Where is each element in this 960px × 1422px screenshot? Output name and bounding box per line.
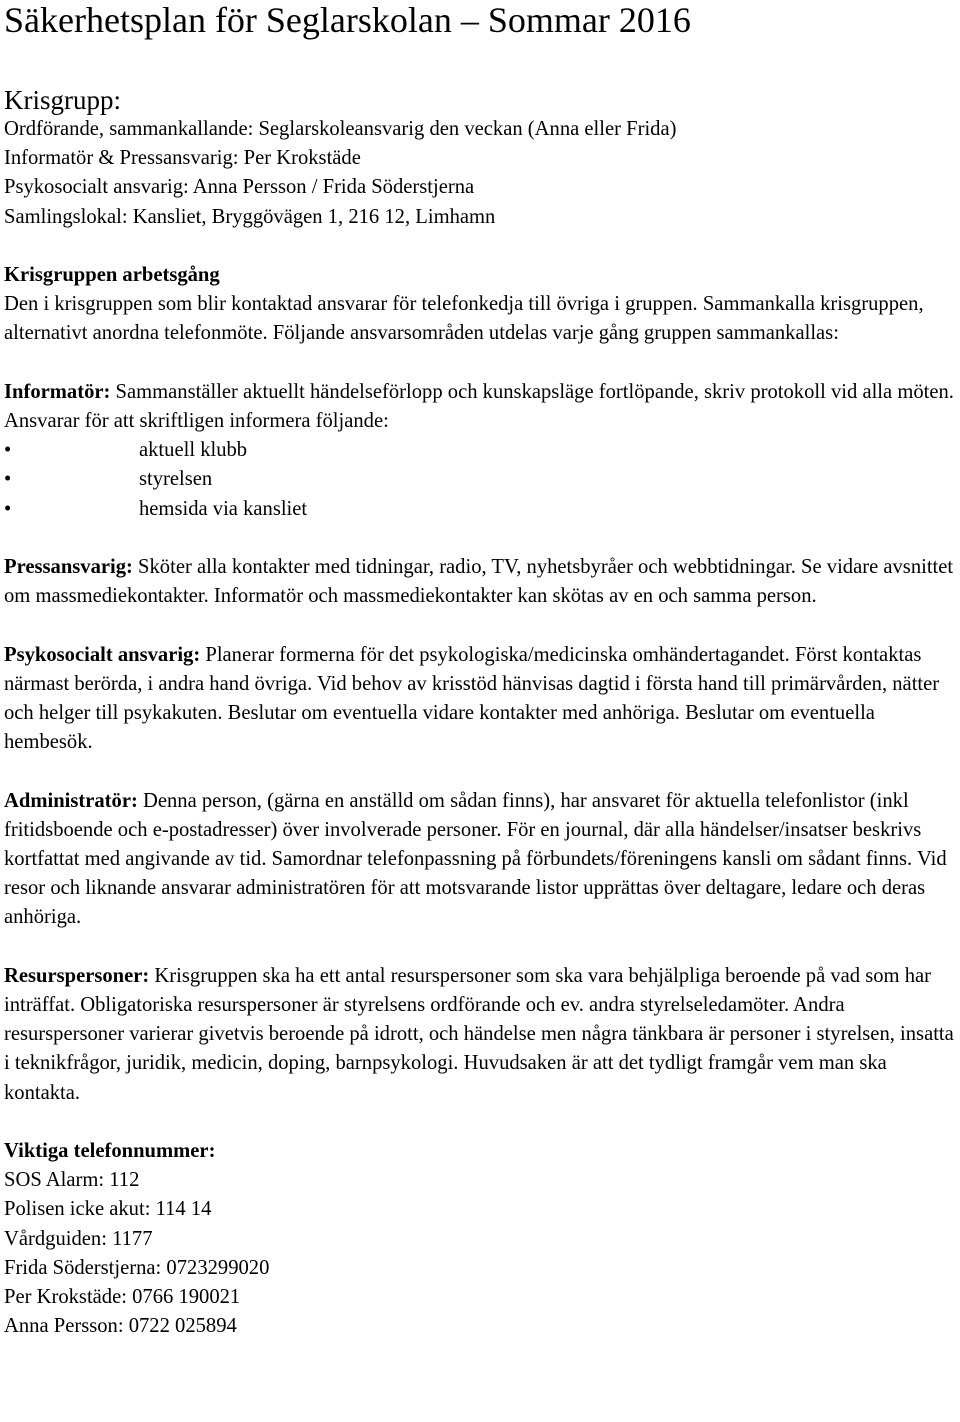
bullet-text: hemsida via kansliet xyxy=(139,497,308,520)
document-body xyxy=(4,115,956,1341)
resurspersoner-label: Resurspersoner: xyxy=(4,964,150,987)
krisgrupp-line-samlingslokal: Samlingslokal: Kansliet, Bryggövägen 1, 216 12, Limhamn xyxy=(4,205,496,228)
list-item xyxy=(4,436,956,465)
resurspersoner-text: Krisgruppen ska ha ett antal resurspersoner som ska vara behjälpliga beroende på vad som har inträffat. Obligatoriska resurspersoner är styrelsens ordförande och ev. andra styrelseledamöter. Andra resurspersoner varierar givetvis beroende på idrott, och händelse men några tänkbara är personer i styrelsen, insatta i teknikfrågor, juridik, medicin, doping, barnpsykologi. Huvudsaken är att det tydligt framgår vem man ska kontakta. xyxy=(4,964,954,1104)
phone-anna: Anna Persson: 0722 025894 xyxy=(4,1315,237,1338)
phone-polisen: Polisen icke akut: 114 14 xyxy=(4,1198,212,1221)
krisgrupp-heading: Krisgrupp: xyxy=(4,85,121,115)
spacer xyxy=(4,1108,956,1137)
psykosocialt-text: Planerar formerna för det psykologiska/medicinska omhändertagandet. Först kontaktas närmast berörda, i andra hand övriga. Vid behov av krisstöd hänvisas dagtid i första hand till primärvården, nätter och helger till psykakuten. Beslutar om eventuella vidare kontakter med anhöriga. Beslutar om eventuella hembesök. xyxy=(4,643,940,754)
bullet-text: styrelsen xyxy=(139,468,213,491)
informator-label: Informatör: xyxy=(4,380,111,403)
krisgrupp-line-informator: Informatör & Pressansvarig: Per Krokstäde xyxy=(4,147,361,170)
bullet-text: aktuell klubb xyxy=(139,439,248,462)
phone-vardguiden: Vårdguiden: 1177 xyxy=(4,1227,153,1250)
phone-frida: Frida Söderstjerna: 0723299020 xyxy=(4,1256,270,1279)
phone-sos-alarm: SOS Alarm: 112 xyxy=(4,1169,140,1192)
psykosocialt-paragraph xyxy=(4,641,956,758)
psykosocialt-label: Psykosocialt ansvarig: xyxy=(4,643,201,666)
arbetsgang-heading: Krisgruppen arbetsgång xyxy=(4,264,220,286)
pressansvarig-text: Sköter alla kontakter med tidningar, radio, TV, nyhetsbyråer och webbtidningar. Se vidare avsnittet om massmediekontakter. Informatör och massmediekontakter kan skötas av en och samma person. xyxy=(4,556,954,608)
page-title: Säkerhetsplan för Seglarskolan – Sommar 2016 xyxy=(4,0,691,40)
informator-text: Sammanställer aktuellt händelseförlopp och kunskapsläge fortlöpande, skriv protokoll vid alla möten. Ansvarar för att skriftligen informera följande: xyxy=(4,380,954,432)
pressansvarig-label: Pressansvarig: xyxy=(4,556,133,578)
spacer xyxy=(4,611,956,640)
list-item xyxy=(4,495,956,524)
spacer xyxy=(4,232,956,261)
phone-per: Per Krokstäde: 0766 190021 xyxy=(4,1286,241,1309)
krisgrupp-members xyxy=(4,115,956,232)
telefonnummer-heading: Viktiga telefonnummer: xyxy=(4,1140,216,1162)
spacer xyxy=(4,757,956,786)
krisgrupp-line-psykosocialt: Psykosocialt ansvarig: Anna Persson / Frida Söderstjerna xyxy=(4,176,475,199)
spacer xyxy=(4,933,956,962)
administrator-label: Administratör: xyxy=(4,789,138,812)
informator-paragraph xyxy=(4,378,956,436)
resurspersoner-paragraph xyxy=(4,962,956,1108)
spacer xyxy=(4,349,956,378)
bullet-icon: • xyxy=(4,439,12,462)
spacer xyxy=(4,524,956,553)
bullet-icon: • xyxy=(4,497,12,520)
administrator-text: Denna person, (gärna en anställd om sådan finns), har ansvaret för aktuella telefonlistor (inkl fritidsboende och e-postadresser) över involverade personer. För en journal, där alla händelser/insatser beskrivs kortfattat med angivande av tid. Samordnar telefonpassning på förbundets/föreningens kansli om sådant finns. Vid resor och liknande ansvarar administratören för att motsvarande listor upprättas över deltagare, ledare och deras anhöriga. xyxy=(4,789,947,929)
phone-list xyxy=(4,1166,956,1341)
informator-bullet-list xyxy=(4,436,956,524)
pressansvarig-paragraph xyxy=(4,553,956,611)
list-item xyxy=(4,465,956,494)
krisgrupp-line-chair: Ordförande, sammankallande: Seglarskoleansvarig den veckan (Anna eller Frida) xyxy=(4,118,677,140)
bullet-icon: • xyxy=(4,468,12,491)
administrator-paragraph xyxy=(4,787,956,933)
arbetsgang-text: Den i krisgruppen som blir kontaktad ansvarar för telefonkedja till övriga i gruppen. Sammankalla krisgruppen, alternativt anordna telefonmöte. Följande ansvarsområden utdelas varje gång gruppen sammankallas: xyxy=(4,293,924,345)
